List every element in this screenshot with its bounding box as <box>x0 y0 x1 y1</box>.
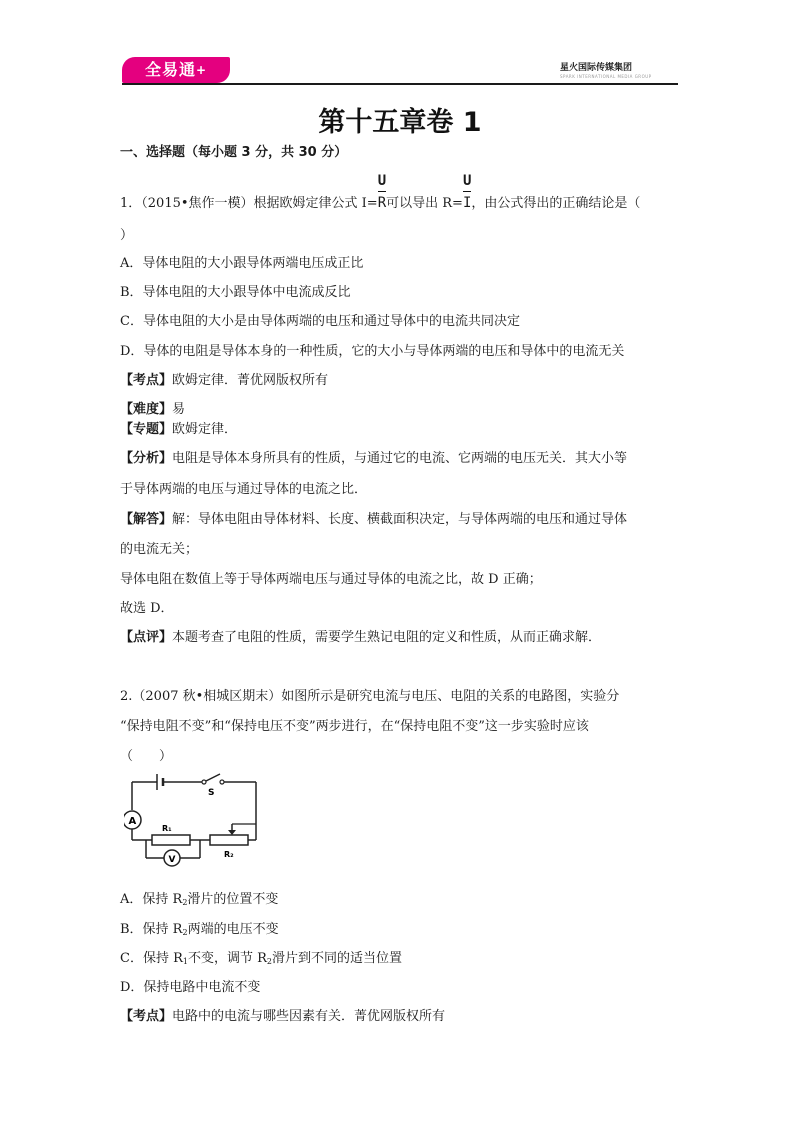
q1-formula-i-numerator: U <box>377 173 387 189</box>
q1-stem-part-a: 1．（2015•焦作一模）根据欧姆定律公式 I= <box>120 196 378 211</box>
q2-kaodian <box>120 1005 445 1024</box>
brand-logo-plus: + <box>195 63 208 77</box>
q2-option-a-subscript: 2 <box>182 898 188 907</box>
q2-option-c-part-1: C．保持 R <box>120 951 183 966</box>
q2-option-b-part-1: B．保持 R <box>120 922 183 937</box>
q2-stem-1: 2.（2007 秋•相城区期末）如图所示是研究电流与电压、电阻的关系的电路图，实验分 <box>120 689 620 704</box>
q2-option-a <box>120 888 278 907</box>
q1-fenxi-text-1: 电阻是导体本身所具有的性质，与通过它的电流、它两端的电压无关．其大小等 <box>172 451 628 466</box>
q1-nandu <box>120 398 185 417</box>
section-heading: 一、选择题（每小题 3 分，共 30 分） <box>120 145 348 160</box>
q1-dianping-text: 本题考查了电阻的性质，需要学生熟记电阻的定义和性质，从而正确求解． <box>172 630 602 645</box>
q2-option-c-part-3: 滑片到不同的适当位置 <box>271 951 402 966</box>
company-name: 星火国际传媒集团 <box>560 63 633 73</box>
r1-label: R₁ <box>162 824 172 833</box>
q1-jieda-label: 【解答】 <box>120 512 173 527</box>
q1-kaodian-label: 【考点】 <box>120 373 173 388</box>
circuit-diagram <box>124 770 264 875</box>
q1-stem-part-b: 可以导出 R= <box>386 196 463 211</box>
switch-label: S <box>208 788 215 798</box>
q1-jieda <box>120 508 627 527</box>
q2-option-b-subscript: 2 <box>182 928 188 937</box>
q2-stem-3: （ ） <box>120 749 173 764</box>
q2-kaodian-label: 【考点】 <box>120 1009 173 1024</box>
q1-kaodian <box>120 369 328 388</box>
q1-jieda-text-4: 故选 D． <box>120 601 174 616</box>
q1-nandu-text: 易 <box>172 402 186 417</box>
q1-dianping-label: 【点评】 <box>120 630 173 645</box>
q1-zhuanti <box>120 418 237 437</box>
q1-stem <box>120 173 641 211</box>
q2-option-c-subscript-1: 1 <box>182 957 188 966</box>
q2-option-b-part-2: 两端的电压不变 <box>187 922 279 937</box>
page-title: 第十五章卷 1 <box>318 107 482 138</box>
q2-option-d: D．保持电路中电流不变 <box>120 980 261 995</box>
q1-option-b: B．导体电阻的大小跟导体中电流成反比 <box>120 285 351 300</box>
voltmeter-label: V <box>168 855 176 865</box>
q2-kaodian-text: 电路中的电流与哪些因素有关．菁优网版权所有 <box>172 1009 446 1024</box>
q1-formula-r-numerator: U <box>462 173 472 189</box>
q1-jieda-text-1: 解：导体电阻由导体材料、长度、横截面积决定，与导体两端的电压和通过导体 <box>172 512 628 527</box>
q1-option-a: A．导体电阻的大小跟导体两端电压成正比 <box>120 256 364 271</box>
q1-zhuanti-text: 欧姆定律． <box>172 422 238 437</box>
q1-kaodian-text: 欧姆定律．菁优网版权所有 <box>172 373 329 388</box>
q1-fenxi-label: 【分析】 <box>120 451 173 466</box>
rheostat-r2 <box>210 835 248 845</box>
q1-fenxi <box>120 447 627 466</box>
q1-formula-r-denominator: I <box>462 195 472 211</box>
company-name-sub: SPARK INTERNATIONAL MEDIA GROUP <box>560 74 652 79</box>
q2-option-a-part-1: A．保持 R <box>120 892 183 907</box>
q1-formula-i <box>377 173 387 211</box>
q1-formula-r-bar <box>463 191 471 192</box>
q2-option-c-subscript-2: 2 <box>266 957 272 966</box>
q1-zhuanti-label: 【专题】 <box>120 422 173 437</box>
q2-stem-2: “保持电阻不变”和“保持电压不变”两步进行，在“保持电阻不变”这一步实验时应该 <box>120 719 589 734</box>
q1-formula-r <box>462 173 472 211</box>
header-divider <box>122 83 678 85</box>
q1-jieda-text-3: 导体电阻在数值上等于导体两端电压与通过导体的电流之比，故 D 正确； <box>120 572 542 587</box>
switch-pivot <box>202 780 206 784</box>
q1-jieda-text-2: 的电流无关； <box>120 542 199 557</box>
resistor-r1 <box>152 835 190 845</box>
q1-option-d: D．导体的电阻是导体本身的一种性质，它的大小与导体两端的电压和导体中的电流无关 <box>120 344 625 359</box>
q1-formula-i-denominator: R <box>377 195 387 211</box>
q1-option-c: C．导体电阻的大小是由导体两端的电压和通过导体中的电流共同决定 <box>120 314 520 329</box>
q2-option-c-part-2: 不变，调节 R <box>187 951 267 966</box>
q2-option-c <box>120 947 402 966</box>
switch-contact <box>220 780 224 784</box>
q1-nandu-label: 【难度】 <box>120 402 173 417</box>
q2-option-a-part-2: 滑片的位置不变 <box>187 892 279 907</box>
q1-stem-end: ） <box>120 228 134 243</box>
r2-label: R₂ <box>224 850 234 859</box>
company-name-block <box>560 60 680 79</box>
q1-formula-i-bar <box>378 191 386 192</box>
q1-dianping <box>120 626 601 645</box>
switch-blade <box>206 774 220 781</box>
brand-logo-text: 全易通 <box>144 60 196 79</box>
ammeter-label: A <box>128 816 137 827</box>
brand-logo <box>122 57 230 83</box>
q2-option-b <box>120 918 279 937</box>
q1-stem-part-c: ，由公式得出的正确结论是（ <box>471 196 641 211</box>
q1-fenxi-text-2: 于导体两端的电压与通过导体的电流之比． <box>120 482 368 497</box>
